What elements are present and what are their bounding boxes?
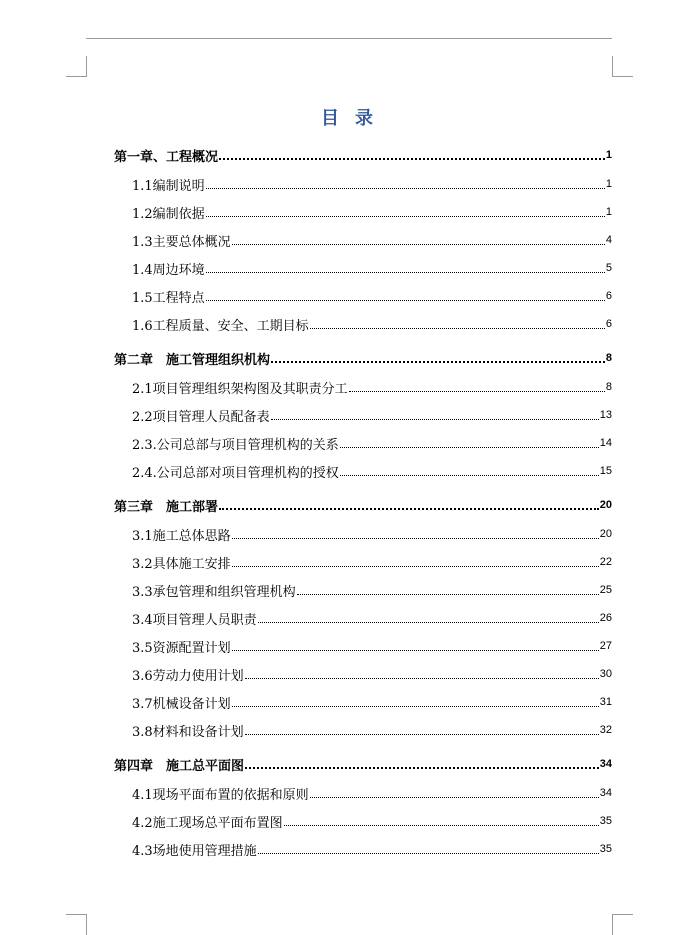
toc-entry-label: 2.1项目管理组织架构图及其职责分工 [132, 381, 348, 397]
dot-leader [219, 508, 599, 510]
toc-page-number: 35 [599, 843, 612, 855]
toc-page-number: 13 [599, 409, 612, 421]
toc-section-entry[interactable] [114, 807, 612, 835]
dot-leader [297, 594, 599, 595]
toc-chapter-entry[interactable] [114, 343, 612, 373]
toc-entry-label: 3.8材料和设备计划 [132, 724, 244, 740]
toc-section-entry[interactable] [114, 457, 612, 485]
toc-page-number: 20 [599, 528, 612, 540]
toc-section-entry[interactable] [114, 660, 612, 688]
dot-leader [219, 158, 605, 160]
toc-entry-label: 第一章、工程概况 [114, 149, 219, 165]
toc-page-number: 8 [605, 381, 612, 393]
toc-page-number: 22 [599, 556, 612, 568]
toc-entry-label: 4.1现场平面布置的依据和原则 [132, 787, 309, 803]
toc-entry-label: 1.1编制说明 [132, 178, 205, 194]
toc-section-entry[interactable] [114, 779, 612, 807]
dot-leader [232, 566, 599, 567]
toc-page-number: 5 [605, 262, 612, 274]
toc-section-entry[interactable] [114, 716, 612, 744]
toc-entry-label: 3.1施工总体思路 [132, 528, 231, 544]
toc-section-entry[interactable] [114, 429, 612, 457]
toc-page-number: 26 [599, 612, 612, 624]
toc-page-number: 6 [605, 290, 612, 302]
dot-leader [310, 797, 599, 798]
dot-leader [206, 300, 605, 301]
crop-mark-bottom-left [66, 914, 87, 935]
toc-section-entry[interactable] [114, 632, 612, 660]
crop-mark-top-left [66, 56, 87, 77]
toc-entry-label: 2.4.公司总部对项目管理机构的授权 [132, 465, 339, 481]
toc-entry-label: 3.2具体施工安排 [132, 556, 231, 572]
toc-page-number: 6 [605, 318, 612, 330]
toc-page-number: 35 [599, 815, 612, 827]
dot-leader [258, 622, 599, 623]
dot-leader [340, 447, 599, 448]
toc-page-number: 27 [599, 640, 612, 652]
dot-leader [232, 706, 599, 707]
toc-page-number: 34 [599, 758, 612, 770]
toc-section-entry[interactable] [114, 282, 612, 310]
toc-section-entry[interactable] [114, 520, 612, 548]
toc-entry-label: 2.3.公司总部与项目管理机构的关系 [132, 437, 339, 453]
toc-entry-label: 4.3场地使用管理措施 [132, 843, 257, 859]
toc-section-entry[interactable] [114, 401, 612, 429]
toc-entry-label: 3.7机械设备计划 [132, 696, 231, 712]
toc-page-number: 30 [599, 668, 612, 680]
toc-page-number: 15 [599, 465, 612, 477]
dot-leader [258, 853, 599, 854]
toc-section-entry[interactable] [114, 548, 612, 576]
toc-page-number: 31 [599, 696, 612, 708]
toc-page-number: 8 [605, 352, 612, 364]
toc-section-entry[interactable] [114, 688, 612, 716]
toc-chapter-entry[interactable] [114, 140, 612, 170]
toc-entry-label: 1.5工程特点 [132, 290, 205, 306]
toc-section-entry[interactable] [114, 576, 612, 604]
toc-chapter-entry[interactable] [114, 490, 612, 520]
toc-page-number: 1 [605, 206, 612, 218]
header-rule [86, 38, 612, 39]
dot-leader [232, 244, 605, 245]
dot-leader [245, 734, 599, 735]
toc-entry-label: 1.3主要总体概况 [132, 234, 231, 250]
toc-page-number: 20 [599, 499, 612, 511]
toc-page-number: 1 [605, 178, 612, 190]
dot-leader [349, 391, 605, 392]
toc-entry-label: 3.6劳动力使用计划 [132, 668, 244, 684]
toc-entry-label: 4.2施工现场总平面布置图 [132, 815, 283, 831]
toc-section-entry[interactable] [114, 373, 612, 401]
dot-leader [245, 767, 599, 769]
dot-leader [206, 272, 605, 273]
toc-section-entry[interactable] [114, 835, 612, 863]
toc-page-number: 32 [599, 724, 612, 736]
dot-leader [206, 188, 605, 189]
toc-page-number: 1 [605, 149, 612, 161]
toc-entry-label: 2.2项目管理人员配备表 [132, 409, 270, 425]
toc-section-entry[interactable] [114, 604, 612, 632]
toc-entry-label: 1.2编制依据 [132, 206, 205, 222]
toc-section-entry[interactable] [114, 254, 612, 282]
toc-section-entry[interactable] [114, 226, 612, 254]
toc-title: 目录 [321, 108, 389, 129]
dot-leader [206, 216, 605, 217]
toc-entry-label: 第三章 施工部署 [114, 499, 219, 515]
toc-page-number: 34 [599, 787, 612, 799]
dot-leader [340, 475, 599, 476]
toc-entry-label: 第二章 施工管理组织机构 [114, 352, 271, 368]
dot-leader [245, 678, 599, 679]
toc-entry-label: 第四章 施工总平面图 [114, 758, 245, 774]
toc-entry-label: 3.5资源配置计划 [132, 640, 231, 656]
toc-section-entry[interactable] [114, 310, 612, 338]
toc-page-number: 25 [599, 584, 612, 596]
crop-mark-bottom-right [612, 914, 633, 935]
toc-entry-label: 1.6工程质量、安全、工期目标 [132, 318, 309, 334]
dot-leader [284, 825, 599, 826]
toc-entry-label: 3.3承包管理和组织管理机构 [132, 584, 296, 600]
dot-leader [232, 538, 599, 539]
dot-leader [310, 328, 605, 329]
table-of-contents [114, 140, 612, 863]
toc-entry-label: 3.4项目管理人员职责 [132, 612, 257, 628]
toc-chapter-entry[interactable] [114, 749, 612, 779]
toc-entry-label: 1.4周边环境 [132, 262, 205, 278]
dot-leader [232, 650, 599, 651]
toc-section-entry[interactable] [114, 198, 612, 226]
crop-mark-top-right [612, 56, 633, 77]
dot-leader [271, 361, 605, 363]
toc-page-number: 14 [599, 437, 612, 449]
dot-leader [271, 419, 599, 420]
toc-page-number: 4 [605, 234, 612, 246]
toc-section-entry[interactable] [114, 170, 612, 198]
